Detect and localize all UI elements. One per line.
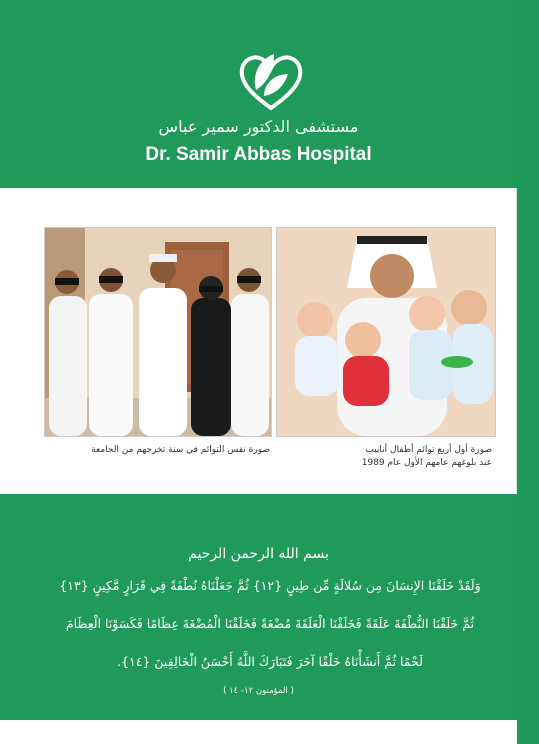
verse-reference: ( المؤمنون ١٢- ١٤ ) (223, 686, 294, 696)
hospital-name-arabic: مستشفى الدكتور سمير عباس (158, 117, 359, 136)
quadruplets-caption-line-2: عند بلوغهم عامهم الأول عام 1989 (361, 458, 492, 468)
quadruplets-photo (276, 227, 496, 437)
graduation-photo (44, 227, 272, 437)
graduation-photo-caption: صورة نفس التوائم في سنة تخرجهم من الجامعة (91, 445, 270, 455)
heart-leaf-logo-icon (238, 50, 304, 112)
basmala-heading: بسم الله الرحمن الرحيم (188, 546, 329, 562)
quadruplets-photo-illustration (277, 228, 495, 436)
verse-line-1: وَلَقَدْ خَلَقْنَا الإِنسَانَ مِن سُلالَةٍ مِّن طِينٍ {١٢} ثُمَّ جَعَلْنَاهُ نُطْفَةً فِي قَرَارٍ مَّكِينٍ {١٣} (59, 578, 481, 593)
verse-line-3: لَحْمًا ثُمَّ أَنشَأْنَاهُ خَلْقًا آخَرَ فَتَبَارَكَ اللَّهُ أَحْسَنُ الْخَالِقِينَ {١٤}. (117, 654, 423, 669)
quadruplets-caption-line-1: صورة أول أربع توائم أطفال أنابيب (365, 445, 492, 455)
verse-line-2: ثُمَّ خَلَقْنَا النُّطْفَةَ عَلَقَةً فَخَلَقْنَا الْعَلَقَةَ مُضْغَةً فَخَلَقْنَا الْمُضْغَةَ عِظَامًا فَكَسَوْنَا الْعِظَامَ (65, 616, 475, 631)
page-edge-strip (517, 0, 539, 744)
quadruplets-photo-caption (276, 444, 492, 470)
bottom-white-strip (0, 720, 517, 744)
hospital-name-english: Dr. Samir Abbas Hospital (145, 144, 372, 165)
graduation-photo-illustration (45, 228, 271, 436)
